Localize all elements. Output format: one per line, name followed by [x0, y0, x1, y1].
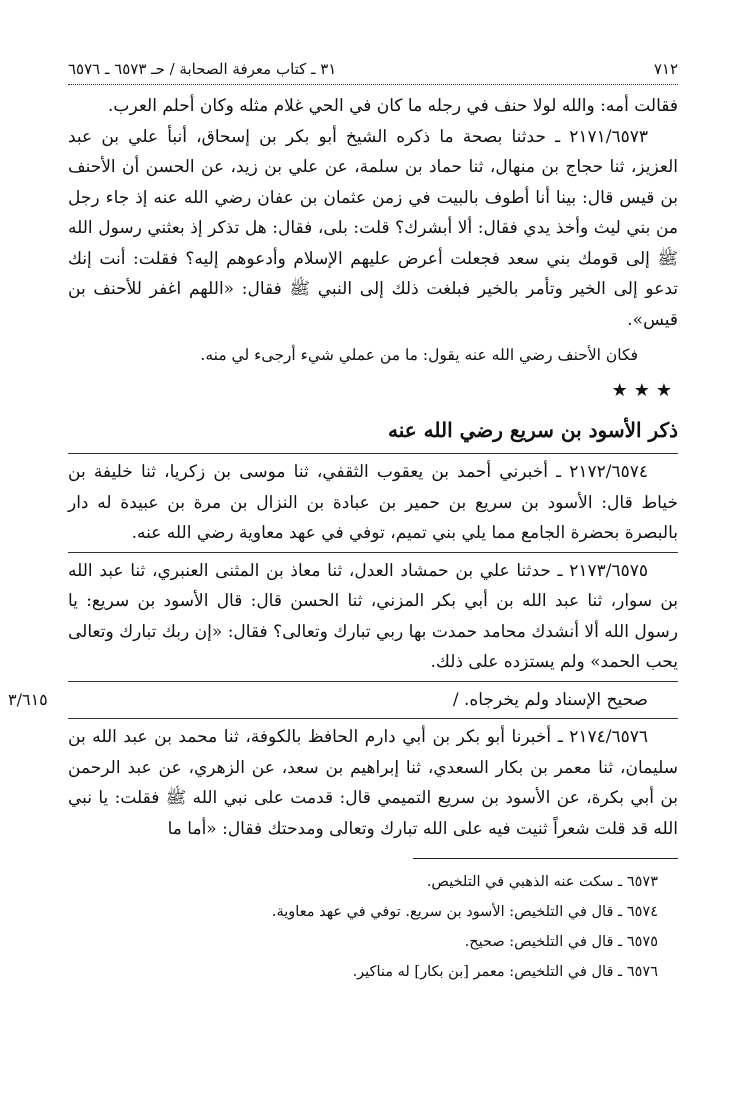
section-title: ذكر الأسود بن سريع رضي الله عنه: [388, 418, 678, 442]
hadith-6574: ٢١٧٢/٦٥٧٤ ـ أخبرني أحمد بن يعقوب الثقفي، ثنا موسى بن زكريا، ثنا خليفة بن خياط قال: الأسود بن سريع بن حمير بن عبادة بن النزال بن مرة بن عبيدة له دار بالبصرة بحضرة الجامع مما يلي بني تميم، توفي في عهد معاوية رضي الله عنه.: [68, 462, 678, 543]
grading-text: صحيح الإسناد ولم يخرجاه. /: [452, 689, 648, 710]
footnote-6575: ٦٥٧٥ ـ قال في التلخيص: صحيح.: [464, 934, 658, 950]
hadith-divider: [68, 453, 678, 454]
grading-note: [8, 685, 678, 716]
hadith-6576: ٢١٧٤/٦٥٧٦ ـ أخبرنا أبو بكر بن أبي دارم الحافظ بالكوفة، ثنا محمد بن عبد الله بن سليمان، ثنا معمر بن بكار السعدي، ثنا إبراهيم بن سعد، عن الزهري، عن عبد الرحمن بن أبي بكرة، عن الأسود بن سريع التميمي قال: قدمت على نبي الله ﷺ فقلت: يا نبي الله قد قلت شعراً ثنيت فيه على الله تبارك وتعالى ومدحتك فقال: «أما ما: [68, 727, 678, 839]
paragraph-1: فقالت أمه: والله لولا حنف في رجله ما كان في الحي غلام مثله وكان أحلم العرب.: [108, 96, 678, 116]
hadith-6573: ٢١٧١/٦٥٧٣ ـ حدثنا بصحة ما ذكره الشيخ أبو بكر بن إسحاق، أنبأ علي بن عبد العزيز، ثنا حجاج بن منهال، ثنا حماد بن سلمة، عن علي بن زيد، عن الحسن أن الأحنف بن قيس قال: بينا أنا أطوف بالبيت في زمن عثمان بن عفان رضي الله عنه إذ جاء رجل من بني ليث وأخذ يدي فقال: ألا أبشرك؟ قلت: بلى، فقال: هل تذكر إذ بعثني رسول الله ﷺ إلى قومك بني سعد فجعلت أعرض عليهم الإسلام وأدعوهم إليه؟ فقلت: أنت إنك تدعو إلى الخير وتأمر بالخير فبلغت ذلك إلى النبي ﷺ فقال: «اللهم اغفر للأحنف بن قيس».: [68, 126, 678, 330]
hadith-divider: [68, 681, 678, 682]
page-header: [68, 58, 678, 85]
margin-reference: ٣/٦١٥: [8, 689, 48, 709]
running-title: ٣١ ـ كتاب معرفة الصحابة / حـ ٦٥٧٣ ـ ٦٥٧٦: [68, 60, 337, 78]
hadith-6573-ending: فكان الأحنف رضي الله عنه يقول: ما من عملي شيء أرجىء لي منه.: [200, 346, 638, 364]
footnotes: [68, 867, 678, 987]
footnote-separator: [413, 858, 678, 859]
page-number: ٧١٢: [653, 60, 678, 78]
footnote-6573: ٦٥٧٣ ـ سكت عنه الذهبي في التلخيص.: [426, 874, 658, 890]
hadith-6575: ٢١٧٣/٦٥٧٥ ـ حدثنا علي بن حمشاد العدل، ثنا معاذ بن المثنى العنبري، ثنا عبد الله بن سوار، ثنا عبد الله بن أبي بكر المزني، ثنا الحسن قال: قال الأسود بن سريع: يا رسول الله ألا أنشدك محامد حمدت بها ربي تبارك وتعالى؟ فقال: «إن ربك تبارك وتعالى يحب الحمد» ولم يستزده على ذلك.: [68, 560, 678, 672]
hadith-divider: [68, 552, 678, 553]
footnote-6576: ٦٥٧٦ ـ قال في التلخيص: معمر [بن بكار] له مناكير.: [352, 964, 658, 980]
main-text: [8, 91, 678, 844]
section-separator-stars: ★★★: [611, 380, 678, 401]
document-page: [8, 58, 678, 987]
hadith-divider: [68, 718, 678, 719]
footnote-6574: ٦٥٧٤ ـ قال في التلخيص: الأسود بن سريع. توفي في عهد معاوية.: [271, 904, 658, 920]
